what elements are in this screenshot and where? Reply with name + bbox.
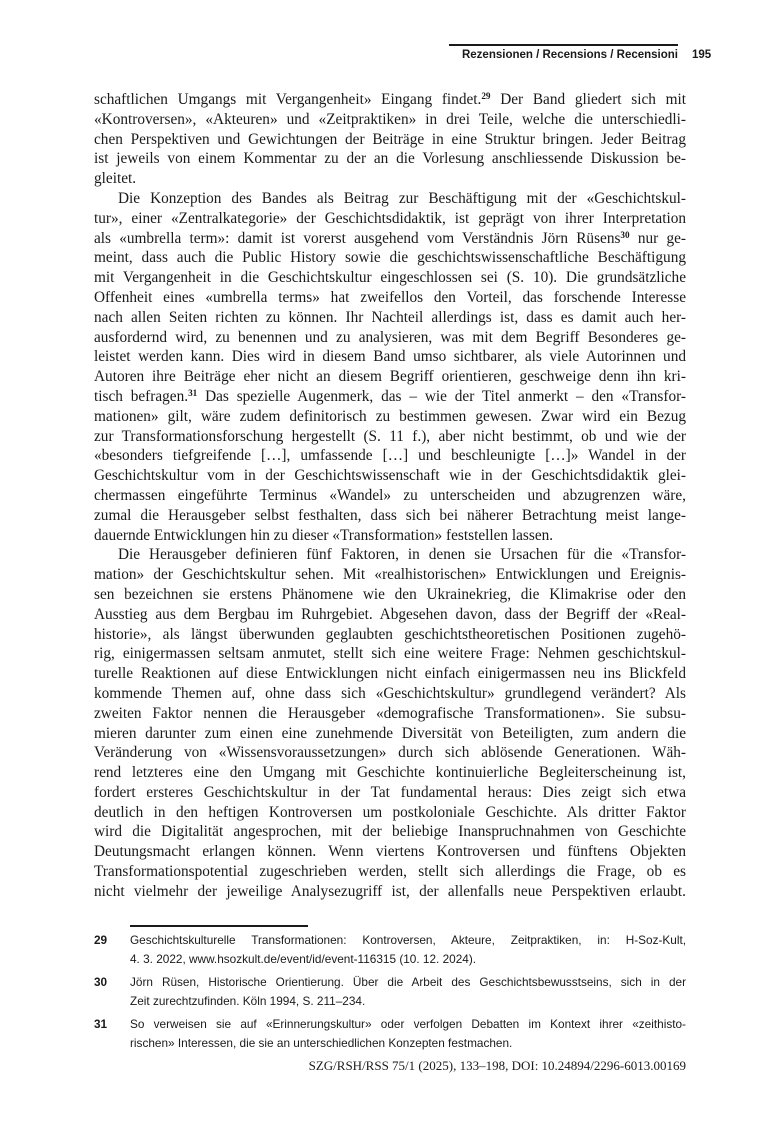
footnotes	[94, 931, 686, 1057]
body-line-text: schaftlichen Umgangs mit Vergangenheit» Eingang findet.	[94, 91, 482, 108]
body-line-text: ist jeweils von einem Kommentar zu der an die Vorlesung anschliessende Diskussion be-	[94, 150, 686, 168]
footnote-reference[interactable]: 29	[481, 90, 491, 101]
body-line	[94, 407, 686, 427]
body-line-text: mit Vergangenheit in die Geschichtskultur eingeschlossen sei (S. 10). Die grundsätzliche	[94, 269, 686, 287]
footnote-line: rischen» Interessen, die sie an unterschiedlichen Konzepten festmachen.	[130, 1036, 513, 1050]
body-line-text: zur Transformationsforschung hergestellt (S. 11 f.), aber nicht bestimmt, ob und wie der	[94, 427, 686, 445]
body-line-text: fordert ersteres Geschichtskultur in der Tat fundamental heraus: Dies zeigt sich etwa	[94, 783, 686, 801]
body-line-text: ausfordernd wird, zu benennen und zu analysieren, was mit dem Begriff Besonderes ge-	[94, 328, 686, 346]
footnote-number: 31	[94, 1017, 108, 1031]
body-line-text: nach allen Seiten richten zu können. Ihr Nachteil allerdings ist, dass es damit auch her-	[94, 308, 686, 326]
body-line	[94, 110, 686, 130]
body-line	[94, 427, 686, 447]
body-line	[94, 545, 686, 565]
body-line-text: tur», einer «Zentralkategorie» der Geschichtsdidaktik, ist geprägt von ihrer Interpretation	[94, 209, 686, 227]
body-line-text: Transformationspotential zugeschrieben werden, stellt sich allerdings die Frage, ob es	[94, 863, 686, 881]
body-line-text: Das spezielle Augenmerk, das – wie der Titel anmerkt – den «Transfor-	[197, 387, 686, 405]
body-line	[94, 803, 686, 823]
body-line	[94, 466, 686, 486]
footnote	[94, 973, 686, 1011]
body-line	[94, 130, 686, 150]
body-line	[94, 862, 686, 882]
page-number: 195	[692, 49, 712, 61]
body-line	[94, 585, 686, 605]
body-line-text: leistet werden kann. Dies wird in diesem Band umso sichtbarer, als viele Autorinnen und	[94, 348, 686, 366]
body-line	[94, 308, 686, 328]
body-line-text: «besonders tiefgreifende […], umfassende […] und beschleunigte […]» Wandel in der	[94, 447, 686, 465]
body-line	[94, 149, 686, 169]
body-line	[94, 288, 686, 308]
body-line	[94, 882, 686, 902]
body-line-text: Der Band gliedert sich mit	[490, 91, 686, 108]
body-line	[94, 209, 686, 229]
body-line	[94, 842, 686, 862]
body-line-text: «Kontroversen», «Akteuren» und «Zeitpraktiken» in drei Teile, welche die unterschiedli-	[94, 110, 686, 128]
footnote-reference[interactable]: 31	[188, 387, 198, 398]
body-line-text: rig, einigermassen seltsam anmutet, stellt sich eine weitere Frage: Nehmen geschichtskul-	[94, 645, 686, 663]
body-line	[94, 625, 686, 645]
body-line	[94, 229, 686, 249]
body-line-text: Offenheit eines «umbrella terms» hat zweifellos den Vorteil, das forschende Interesse	[94, 288, 686, 306]
body-line-text: Veränderung von «Wissensvoraussetzungen» durch sich ablösende Generationen. Wäh-	[94, 744, 686, 762]
body-line	[94, 565, 686, 585]
body-line-text: meint, dass auch die Public History sowie die geschichtswissenschaftliche Beschäftigung	[94, 249, 686, 267]
body-line	[94, 506, 686, 526]
body-line-text: nicht vielmehr der jeweilige Analysezugriff ist, der allenfalls neue Perspektiven erlaubt.	[94, 882, 686, 900]
body-line	[94, 822, 686, 842]
body-line-text: wird die Digitalität angesprochen, mit der beliebige Inanspruchnahmen von Geschichte	[94, 823, 686, 841]
body-line-text: mationen» gilt, wäre zudem definitorisch zu bestimmen gewesen. Zwar wird ein Bezug	[94, 407, 686, 425]
body-line-text: tisch befragen.	[94, 387, 189, 405]
body-line	[94, 526, 686, 546]
body-line-text: chermassen eingeführte Terminus «Wandel» zu unterscheiden und abzugrenzen wäre,	[94, 486, 686, 504]
body-line	[94, 169, 686, 189]
body-line	[94, 704, 686, 724]
body-line	[94, 664, 686, 684]
body-line	[94, 347, 686, 367]
footnote-line: Geschichtskulturelle Transformationen: Kontroversen, Akteure, Zeitpraktiken, in: H-Soz-Kult,	[130, 933, 686, 947]
body-line-text: rend letzteres eine den Umgang mit Geschichte kontinuierliche Begleiterscheinung ist,	[94, 764, 686, 782]
body-line	[94, 605, 686, 625]
body-line-text: turelle Reaktionen auf diese Entwicklungen nicht einfach einigermassen neu ins Blickfeld	[94, 665, 686, 683]
running-head-rule	[449, 44, 678, 46]
body-line-text: Die Herausgeber definieren fünf Faktoren, in denen sie Ursachen für die «Transfor-	[118, 546, 686, 564]
body-line-text: dauernde Entwicklungen hin zu dieser «Transformation» feststellen lassen.	[94, 526, 554, 544]
body-line	[94, 763, 686, 783]
footer-citation: SZG/RSH/RSS 75/1 (2025), 133–198, DOI: 10.24894/2296-6013.00169	[308, 1058, 686, 1073]
body-line	[94, 724, 686, 744]
body-line-text: sen bezeichnen sie erstens Phänomene wie den Ukrainekrieg, die Klimakrise oder den	[94, 585, 686, 603]
footnote-number: 29	[94, 933, 108, 947]
body-line	[94, 743, 686, 763]
body-line-text: Ausstieg aus dem Bergbau im Ruhrgebiet. Abgesehen davon, dass der Begriff der «Real-	[94, 605, 686, 623]
body-line	[94, 189, 686, 209]
body-line	[94, 90, 686, 110]
body-line	[94, 367, 686, 387]
body-line	[94, 268, 686, 288]
body-line	[94, 328, 686, 348]
body-line	[94, 387, 686, 407]
body-line	[94, 783, 686, 803]
body-text	[94, 90, 686, 902]
body-line-text: kommende Themen auf, ohne dass sich «Geschichtskultur» grundlegend verändert? Als	[94, 684, 686, 702]
footnote-line: So verweisen sie auf «Erinnerungskultur» oder verfolgen Debatten im Kontext ihrer «zeithisto-	[130, 1017, 686, 1031]
body-line-text: mieren darunter zum einen eine zunehmende Diversität von Beteiligten, zum andern die	[94, 724, 686, 742]
footnote	[94, 1015, 686, 1053]
body-line-text: chen Perspektiven und Gewichtungen der Beiträge in eine Struktur bringen. Jeder Beitrag	[94, 130, 686, 148]
footnote-number: 30	[94, 975, 108, 989]
body-line-text: historie», als längst überwunden geglaubten geschichtstheoretischen Positionen zugehö-	[94, 625, 686, 643]
body-line	[94, 486, 686, 506]
body-line-text: Deutungsmacht erlangen können. Wenn viertens Kontroversen und fünftens Objekten	[94, 843, 686, 861]
body-line	[94, 446, 686, 466]
body-line	[94, 248, 686, 268]
body-line	[94, 644, 686, 664]
body-line-text: als «umbrella term»: damit ist vorerst ausgehend vom Verständnis Jörn Rüsens	[94, 229, 621, 247]
body-line-text: mation» der Geschichtskultur sehen. Mit «realhistorischen» Entwicklungen und Ereignis-	[94, 566, 686, 584]
footnote-line: 4. 3. 2022, www.hsozkult.de/event/id/event-116315 (10. 12. 2024).	[130, 952, 477, 966]
body-line-text: Autoren ihre Beiträge eher nicht an diesem Begriff orientieren, geschweige denn ihn kri-	[94, 368, 686, 386]
body-line-text: Die Konzeption des Bandes als Beitrag zur Beschäftigung mit der «Geschichtskul-	[118, 189, 686, 207]
footnote-rule	[130, 925, 308, 927]
body-line-text: deutlich in den heftigen Kontroversen um postkoloniale Geschichte. Als dritter Faktor	[94, 803, 686, 821]
body-line-text: zumal die Herausgeber selbst festhalten, dass sich bei näherer Betrachtung meist lange-	[94, 506, 686, 524]
body-line	[94, 684, 686, 704]
body-line-text: zweiten Faktor nennen die Herausgeber «demografische Transformationen». Sie subsu-	[94, 704, 686, 722]
body-line-text: Geschichtskultur vom in der Geschichtswissenschaft wie in der Geschichtsdidaktik glei-	[94, 467, 686, 485]
footnote-reference[interactable]: 30	[620, 229, 630, 240]
footnote-line: Jörn Rüsen, Historische Orientierung. Über die Arbeit des Geschichtsbewusstseins, sich in der	[130, 975, 686, 989]
body-line-text: gleitet.	[94, 170, 137, 188]
footnote	[94, 931, 686, 969]
footnote-line: Zeit zurechtzufinden. Köln 1994, S. 211–234.	[130, 994, 366, 1008]
running-head-title: Rezensionen / Recensions / Recensioni	[461, 49, 678, 61]
body-line-text: nur ge-	[629, 229, 686, 247]
